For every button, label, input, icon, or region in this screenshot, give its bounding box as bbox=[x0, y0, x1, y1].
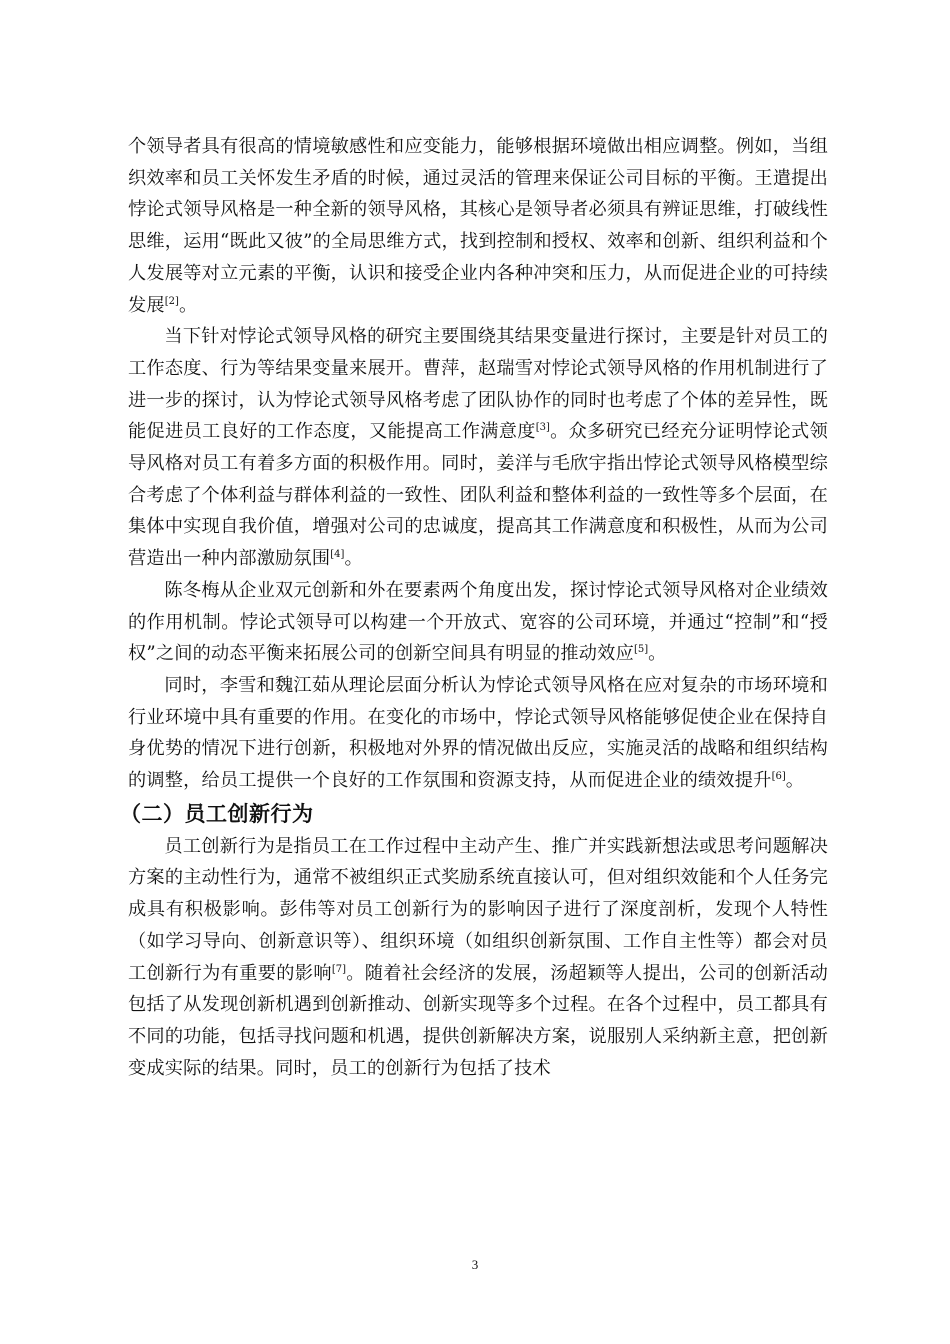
page-number: 3 bbox=[471, 1257, 479, 1272]
body-text bbox=[120, 131, 829, 1084]
paragraph-text: 个领导者具有很高的情境敏感性和应变能力，能够根据环境做出相应调整。例如，当组织效率和员工关怀发生矛盾的时候，通过灵活的管理来保证公司目标的平衡。王遣提出悖论式领导风格是一种全新的领导风格，其核心是领导者必须具有辨证思维，打破线性思维，运用“既此又彼”的全局思维方式，找到控制和授权、效率和创新、组织利益和个人发展等对立元素的平衡，认识和接受企业内各种冲突和压力，从而促进企业的可持续发展 bbox=[128, 136, 828, 316]
paragraph-text: 同时，李雪和魏江茹从理论层面分析认为悖论式领导风格在应对复杂的市场环境和行业环境中具有重要的作用。在变化的市场中，悖论式领导风格能够促使企业在保持自身优势的情况下进行创新，积极地对外界的情况做出反应，实施灵活的战略和组织结构的调整，给员工提供一个良好的工作氛围和资源支持，从而促进企业的绩效提升 bbox=[128, 674, 828, 792]
paragraph-text: 当下针对悖论式领导风格的研究主要围绕其结果变量进行探讨，主要是针对员工的工作态度、行为等结果变量来展开。曹萍，赵瑞雪对悖论式领导风格的作用机制进行了进一步的探讨，认为悖论式领导风格考虑了团队协作的同时也考虑了个体的差异性，既能促进员工良好的工作态度，又能提高工作满意度 bbox=[128, 326, 828, 443]
citation-ref: [7] bbox=[331, 963, 347, 975]
citation-ref: [4] bbox=[330, 549, 345, 561]
paragraph-text: 。 bbox=[648, 643, 667, 665]
citation-ref: [5] bbox=[633, 644, 649, 656]
paragraph-text: 。众多研究已经充分证明悖论式领导风格对员工有着多方面的积极作用。同时，姜洋与毛欣宇指出悖论式领导风格模型综合考虑了个体利益与群体利益的一致性、团队利益和整体利益的一致性等多个层面，在集体中实现自我价值，增强对公司的忠诚度，提高其工作满意度和积极性，从而为公司营造出一种内部激励氛围 bbox=[128, 421, 828, 570]
paragraph-2 bbox=[128, 321, 828, 575]
section-heading: （二）员工创新行为 bbox=[120, 801, 314, 826]
paragraph-5 bbox=[128, 831, 828, 1085]
paragraph-text: 陈冬梅从企业双元创新和外在要素两个角度出发，探讨悖论式领导风格对企业绩效的作用机制。悖论式领导可以构建一个开放式、宽容的公司环境，并通过“控制”和“授权”之间的动态平衡来拓展公司的创新空间具有明显的推动效应 bbox=[128, 579, 828, 665]
paragraph-3 bbox=[128, 575, 828, 670]
citation-ref: [6] bbox=[771, 771, 786, 783]
paragraph-4 bbox=[128, 670, 828, 797]
citation-ref: [2] bbox=[164, 295, 179, 307]
paragraph-1 bbox=[128, 131, 828, 321]
paragraph-text: 。 bbox=[344, 548, 363, 570]
paragraph-text: 。随着社会经济的发展，汤超颖等人提出，公司的创新活动包括了从发现创新机遇到创新推动、创新实现等多个过程。在各个过程中，员工都具有不同的功能，包括寻找问题和机遇，提供创新解决方案，说服别人采纳新主意，把创新变成实际的结果。同时，员工的创新行为包括了技术 bbox=[128, 962, 829, 1079]
paragraph-text: 。 bbox=[178, 294, 198, 316]
paragraph-text: 员工创新行为是指员工在工作过程中主动产生、推广并实践新想法或思考问题解决方案的主动性行为，通常不被组织正式奖励系统直接认可，但对组织效能和个人任务完成具有积极影响。彭伟等对员工创新行为的影响因子进行了深度剖析，发现个人特性（如学习导向、创新意识等）、组织环境（如组织创新氛围、工作自主性等）都会对员工创新行为有重要的影响 bbox=[128, 835, 828, 984]
citation-ref: [3] bbox=[535, 422, 550, 434]
paragraph-text: 。 bbox=[785, 770, 805, 792]
